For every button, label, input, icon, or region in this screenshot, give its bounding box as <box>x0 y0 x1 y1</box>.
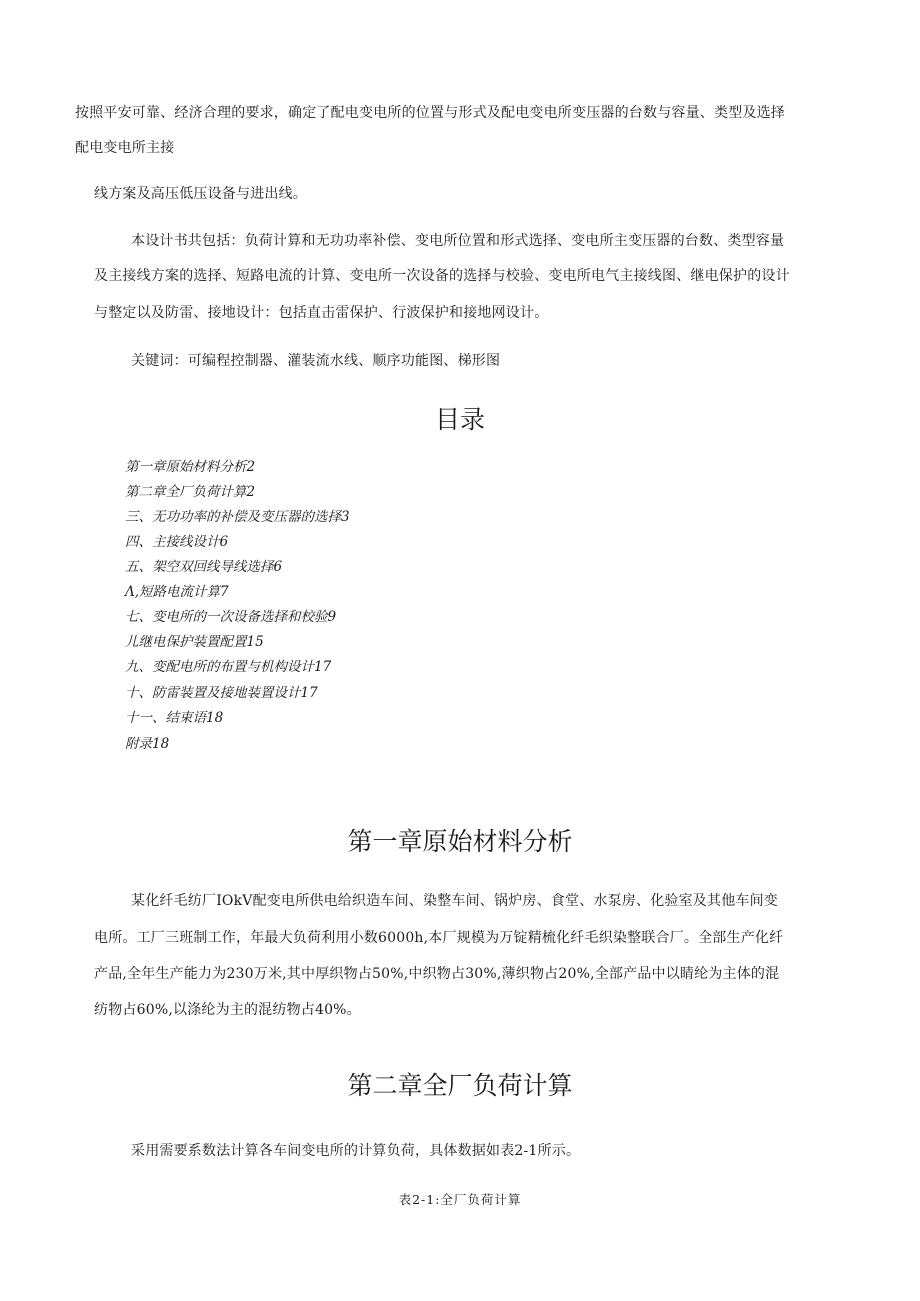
toc-title: 目录 <box>434 405 485 434</box>
chapter-2-line-1: 采用需要系数法计算各车间变电所的计算负荷，具体数据如表2-1所示。 <box>131 1143 581 1159</box>
toc-item[interactable]: 十一、结束语18 <box>125 710 224 726</box>
toc-item[interactable]: 儿继电保护装置配置15 <box>125 634 264 650</box>
chapter-1-title: 第一章原始材料分析 <box>347 827 573 856</box>
chapter-1-line-2: 电所。工厂三班制工作，年最大负荷利用小数6000h,本厂规模为万锭精梳化纤毛织染整联合厂。全部生产化纤 <box>94 930 784 946</box>
toc-item[interactable]: Λ,短路电流计算7 <box>125 584 229 600</box>
toc-item[interactable]: 附录18 <box>125 736 170 752</box>
keywords: 关键词：可编程控制器、灌装流水线、顺序功能图、梯形图 <box>131 353 501 369</box>
scope-line-3: 与整定以及防雷、接地设计：包括直击雷保护、行波保护和接地网设计。 <box>94 305 549 321</box>
toc-item[interactable]: 五、架空双回线导线选择6 <box>125 559 283 575</box>
intro-line-3: 线方案及高压低压设备与进出线。 <box>94 186 307 202</box>
chapter-1-line-4: 纺物占60%,以涤纶为主的混纺物占40%。 <box>94 1002 361 1018</box>
scope-line-1: 本设计书共包括：负荷计算和无功功率补偿、变电所位置和形式选择、变电所主变压器的台数、类型容量 <box>131 233 785 249</box>
chapter-2-title: 第二章全厂负荷计算 <box>347 1071 573 1100</box>
table-caption: 表2-1:全厂负荷计算 <box>398 1192 522 1207</box>
toc-item[interactable]: 七、变电所的一次设备选择和校验9 <box>125 609 337 625</box>
toc-item[interactable]: 九、变配电所的布置与机构设计17 <box>125 659 332 675</box>
toc-item[interactable]: 三、无功功率的补偿及变压器的选择3 <box>125 509 350 525</box>
toc-item[interactable]: 十、防雷装置及接地装置设计17 <box>125 685 318 701</box>
chapter-1-line-1: 某化纤毛纺厂IOkV配变电所供电给织造车间、染整车间、锅炉房、食堂、水泵房、化验室及其他车间变 <box>131 893 778 909</box>
toc-item[interactable]: 四、主接线设计6 <box>125 534 229 550</box>
toc-item[interactable]: 第二章全厂负荷计算2 <box>125 484 256 500</box>
chapter-1-line-3: 产品,全年生产能力为230万米,其中厚织物占50%,中织物占30%,薄织物占20%,全部产品中以睛纶为主体的混 <box>94 966 780 982</box>
intro-line-2: 配电变电所主接 <box>75 140 175 156</box>
intro-line-1: 按照平安可靠、经济合理的要求，确定了配电变电所的位置与形式及配电变电所变压器的台数与容量、类型及选择 <box>75 105 785 121</box>
toc-item[interactable]: 第一章原始材料分析2 <box>125 459 256 475</box>
scope-line-2: 及主接线方案的选择、短路电流的计算、变电所一次设备的选择与校验、变电所电气主接线图、继电保护的设计 <box>94 268 790 284</box>
